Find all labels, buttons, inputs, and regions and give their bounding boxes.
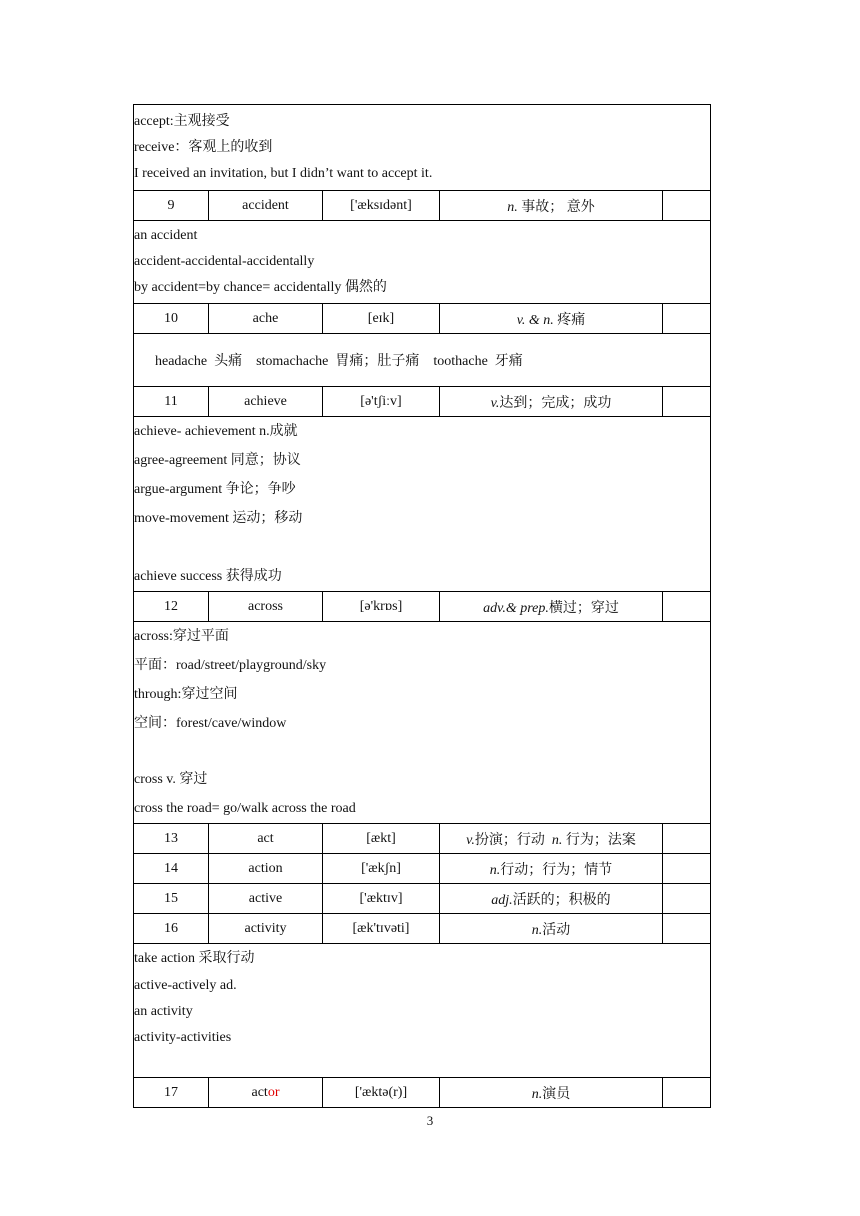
part-of-speech: n. xyxy=(531,922,543,938)
part-of-speech: n. xyxy=(507,199,518,215)
word-entry: across xyxy=(209,592,323,622)
definition: 疼痛 xyxy=(553,312,586,328)
note-line: an activity xyxy=(134,1003,193,1019)
word-entry: ache xyxy=(209,304,323,334)
definition: 横过；穿过 xyxy=(548,600,619,616)
word-meaning xyxy=(440,592,663,622)
word-row xyxy=(134,1078,711,1108)
part-of-speech: n. xyxy=(489,862,501,878)
word-number: 13 xyxy=(134,824,209,854)
word-base: act xyxy=(251,1084,268,1100)
word-number: 9 xyxy=(134,191,209,221)
definition: 行动；行为；情节 xyxy=(500,862,613,878)
word-phonetic: ['æksɪdənt] xyxy=(323,191,440,221)
note-line: achieve- achievement n.成就 xyxy=(134,424,298,439)
note-line: agree-agreement 同意；协议 xyxy=(134,453,301,468)
note-row-act xyxy=(134,944,711,1078)
note-line: accident-accidental-accidentally xyxy=(134,254,315,269)
vocabulary-table xyxy=(133,104,711,1108)
part-of-speech: v. & n. xyxy=(516,312,554,328)
word-phonetic: [ækt] xyxy=(323,824,440,854)
word-row xyxy=(134,854,711,884)
word-number: 10 xyxy=(134,304,209,334)
blank-cell xyxy=(663,854,711,884)
word-entry: accident xyxy=(209,191,323,221)
word-row xyxy=(134,592,711,622)
word-entry: activity xyxy=(209,914,323,944)
part-of-speech: adj. xyxy=(491,892,513,908)
note-line: accept:主观接受 xyxy=(134,113,230,129)
note-line: across:穿过平面 xyxy=(134,629,229,644)
word-row xyxy=(134,884,711,914)
word-phonetic: [ə'tʃiːv] xyxy=(323,387,440,417)
definition: 活动 xyxy=(542,922,571,938)
note-row-ache xyxy=(134,334,711,387)
word-meaning xyxy=(440,304,663,334)
blank-cell xyxy=(663,191,711,221)
blank-cell xyxy=(663,1078,711,1108)
blank-cell xyxy=(663,914,711,944)
note-blank-line xyxy=(134,738,710,765)
definition: 扮演；行动 xyxy=(474,832,552,848)
note-line: move-movement 运动；移动 xyxy=(134,511,303,526)
note-row-achieve xyxy=(134,417,711,592)
blank-cell xyxy=(663,824,711,854)
note-line: cross v. 穿过 xyxy=(134,772,208,787)
note-cell xyxy=(134,221,711,304)
note-line: active-actively ad. xyxy=(134,977,237,993)
note-line: take action 采取行动 xyxy=(134,950,255,966)
note-cell xyxy=(134,334,711,387)
note-line: cross the road= go/walk across the road xyxy=(134,801,356,816)
word-number: 15 xyxy=(134,884,209,914)
word-meaning xyxy=(440,914,663,944)
word-phonetic: [ə'krɒs] xyxy=(323,592,440,622)
note-line: 平面：road/street/playground/sky xyxy=(134,658,327,673)
note-line: argue-argument 争论；争吵 xyxy=(134,482,296,497)
word-entry: act xyxy=(209,824,323,854)
word-number: 12 xyxy=(134,592,209,622)
word-row xyxy=(134,387,711,417)
word-meaning xyxy=(440,191,663,221)
part-of-speech: n. xyxy=(531,1086,543,1102)
note-row-across xyxy=(134,622,711,824)
word-meaning xyxy=(440,387,663,417)
word-number: 17 xyxy=(134,1078,209,1108)
definition: 演员 xyxy=(542,1086,571,1102)
note-line: by accident=by chance= accidentally 偶然的 xyxy=(134,280,387,295)
part-of-speech: v. xyxy=(490,395,500,411)
blank-cell xyxy=(663,387,711,417)
definition: 达到；完成；成功 xyxy=(499,395,612,411)
definition: 事故； 意外 xyxy=(517,199,595,215)
word-suffix-highlight: or xyxy=(267,1084,280,1100)
word-entry: active xyxy=(209,884,323,914)
word-phonetic: [æk'tɪvəti] xyxy=(323,914,440,944)
word-number: 14 xyxy=(134,854,209,884)
word-meaning xyxy=(440,824,663,854)
word-row xyxy=(134,914,711,944)
note-blank-line xyxy=(134,533,710,562)
note-line: I received an invitation, but I didn’t want to accept it. xyxy=(134,165,433,181)
word-meaning xyxy=(440,884,663,914)
note-line: through:穿过空间 xyxy=(134,687,238,702)
word-meaning xyxy=(440,1078,663,1108)
word-phonetic: ['æktɪv] xyxy=(323,884,440,914)
page-number: 3 xyxy=(426,1113,434,1128)
note-row-accept xyxy=(134,105,711,191)
note-cell xyxy=(134,417,711,592)
note-line: headache 头痛 stomachache 胃痛；肚子痛 toothache 牙痛 xyxy=(155,354,523,369)
word-number: 16 xyxy=(134,914,209,944)
word-row xyxy=(134,824,711,854)
blank-cell xyxy=(663,884,711,914)
word-phonetic: [eɪk] xyxy=(323,304,440,334)
note-line: activity-activities xyxy=(134,1029,232,1045)
word-phonetic: ['ækʃn] xyxy=(323,854,440,884)
word-entry: action xyxy=(209,854,323,884)
blank-cell xyxy=(663,304,711,334)
word-number: 11 xyxy=(134,387,209,417)
note-row-accident xyxy=(134,221,711,304)
note-line: achieve success 获得成功 xyxy=(134,569,282,584)
word-meaning xyxy=(440,854,663,884)
part-of-speech: v. xyxy=(466,832,475,848)
word-row xyxy=(134,304,711,334)
word-row xyxy=(134,191,711,221)
note-line: an accident xyxy=(134,228,198,243)
word-phonetic: ['æktə(r)] xyxy=(323,1078,440,1108)
word-entry xyxy=(209,1078,323,1108)
note-blank-line xyxy=(134,1051,710,1077)
note-cell xyxy=(134,622,711,824)
definition: 活跃的；积极的 xyxy=(512,892,611,908)
note-cell xyxy=(134,944,711,1078)
note-line: receive：客观上的收到 xyxy=(134,139,273,155)
blank-cell xyxy=(663,592,711,622)
note-line: 空间：forest/cave/window xyxy=(134,716,287,731)
part-of-speech: n. xyxy=(551,832,563,848)
note-cell xyxy=(134,105,711,191)
word-entry: achieve xyxy=(209,387,323,417)
part-of-speech: adv.& prep. xyxy=(483,600,549,616)
definition: 行为；法案 xyxy=(562,832,636,848)
